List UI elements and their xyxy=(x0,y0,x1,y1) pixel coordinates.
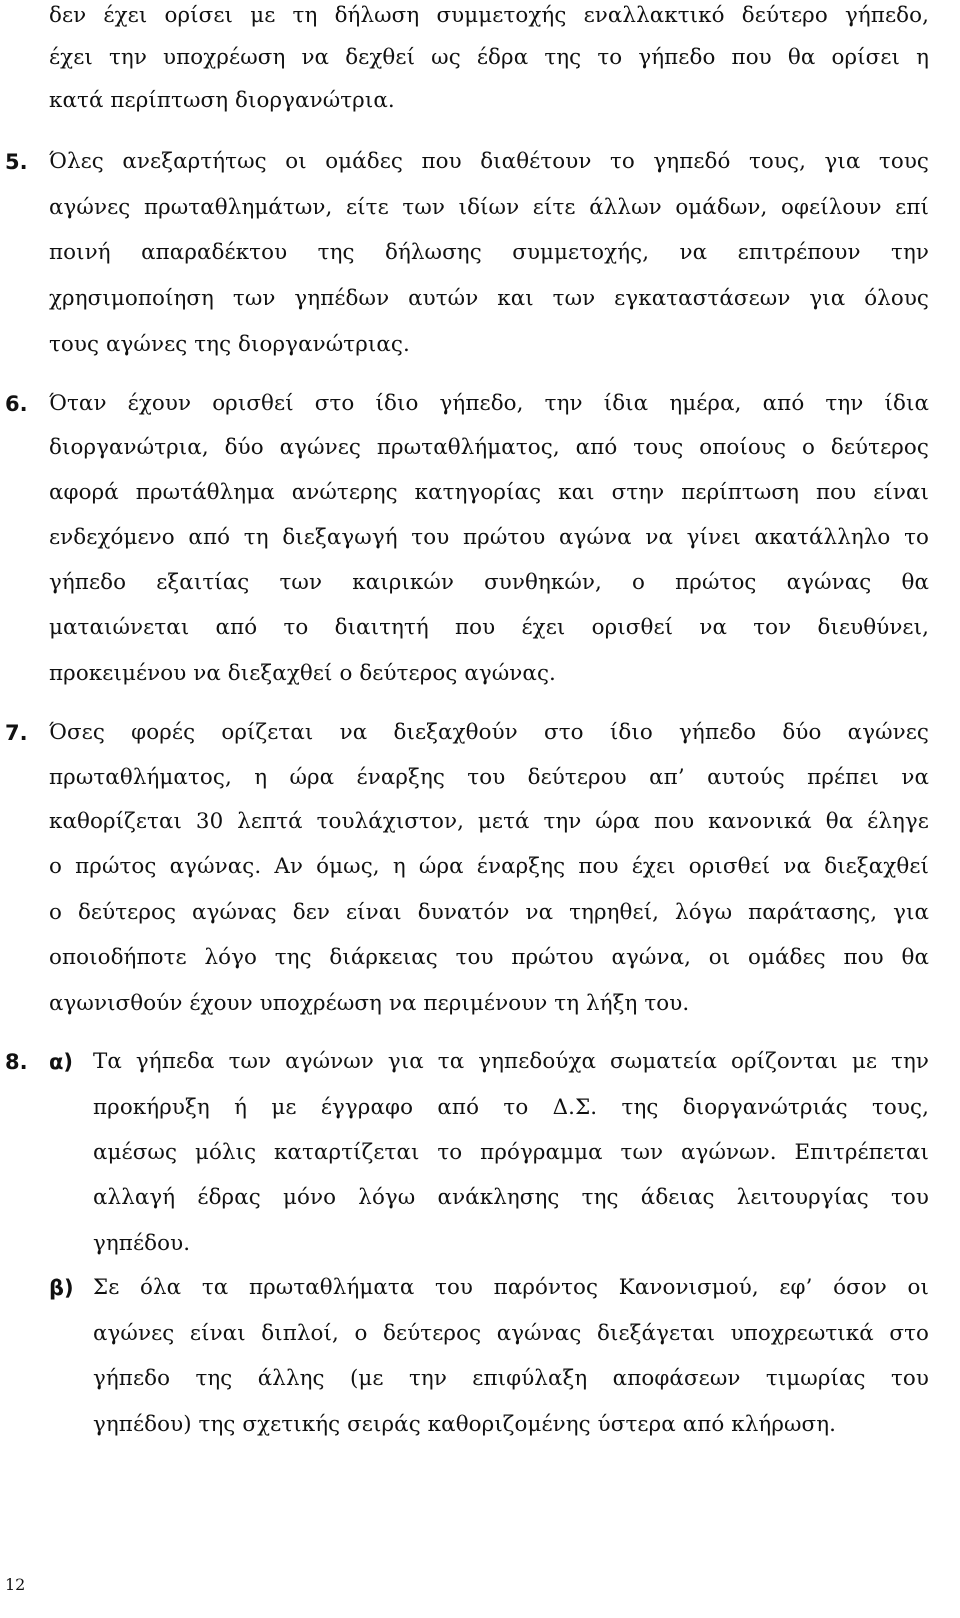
paragraph-8a-line-5: γηπέδου. xyxy=(93,1231,191,1256)
paragraph-8a-line-4: αλλαγή έδρας μόνο λόγω ανάκλησης της άδειας λειτουργίας του xyxy=(93,1185,929,1210)
paragraph-7-number: 7. xyxy=(5,721,28,745)
paragraph-5-line-1: Όλες ανεξαρτήτως οι ομάδες που διαθέτουν το γηπεδό τους, για τους xyxy=(49,149,929,174)
paragraph-8a-line-2: προκήρυξη ή με έγγραφο από το Δ.Σ. της διοργανώτριάς τους, xyxy=(93,1095,929,1120)
paragraph-7-line-4: ο πρώτος αγώνας. Αν όμως, η ώρα έναρξης που έχει ορισθεί να διεξαχθεί xyxy=(49,854,929,879)
paragraph-5-line-5: τους αγώνες της διοργανώτριας. xyxy=(49,332,410,357)
paragraph-6-number: 6. xyxy=(5,392,28,416)
paragraph-5-line-2: αγώνες πρωταθλημάτων, είτε των ιδίων είτε άλλων ομάδων, οφείλουν επί xyxy=(49,195,929,220)
paragraph-6-line-4: ενδεχόμενο από τη διεξαγωγή του πρώτου αγώνα να γίνει ακατάλληλο το xyxy=(49,525,929,550)
paragraph-8b-line-2: αγώνες είναι διπλοί, ο δεύτερος αγώνας διεξάγεται υποχρεωτικά στο xyxy=(93,1321,929,1346)
paragraph-6-line-7: προκειμένου να διεξαχθεί ο δεύτερος αγώνας. xyxy=(49,661,556,686)
intro-line-1: δεν έχει ορίσει με τη δήλωση συμμετοχής εναλλακτικό δεύτερο γήπεδο, xyxy=(49,3,929,28)
paragraph-8a-label: α) xyxy=(49,1050,74,1074)
paragraph-7-line-3: καθορίζεται 30 λεπτά τουλάχιστον, μετά την ώρα που κανονικά θα έληγε xyxy=(49,809,929,834)
paragraph-8b-line-4: γηπέδου) της σχετικής σειράς καθοριζομένης ύστερα από κλήρωση. xyxy=(93,1412,837,1437)
paragraph-8b-line-1: Σε όλα τα πρωταθλήματα του παρόντος Κανονισμού, εφ’ όσον οι xyxy=(93,1275,929,1300)
paragraph-6-line-6: ματαιώνεται από το διαιτητή που έχει ορισθεί να τον διευθύνει, xyxy=(49,615,929,640)
paragraph-8b-label: β) xyxy=(49,1276,74,1300)
page-number: 12 xyxy=(5,1575,26,1594)
paragraph-6-line-2: διοργανώτρια, δύο αγώνες πρωταθλήματος, από τους οποίους ο δεύτερος xyxy=(49,435,929,460)
paragraph-8-number: 8. xyxy=(5,1050,28,1074)
paragraph-5-line-3: ποινή απαραδέκτου της δήλωσης συμμετοχής, να επιτρέπουν την xyxy=(49,240,929,265)
paragraph-7-line-2: πρωταθλήματος, η ώρα έναρξης του δεύτερου απ’ αυτούς πρέπει να xyxy=(49,765,929,790)
paragraph-8b-line-3: γήπεδο της άλλης (με την επιφύλαξη αποφάσεων τιμωρίας του xyxy=(93,1366,929,1391)
paragraph-6-line-5: γήπεδο εξαιτίας των καιρικών συνθηκών, ο πρώτος αγώνας θα xyxy=(49,570,929,595)
paragraph-5-number: 5. xyxy=(5,150,28,174)
paragraph-7-line-7: αγωνισθούν έχουν υποχρέωση να περιμένουν τη λήξη του. xyxy=(49,991,690,1016)
paragraph-6-line-3: αφορά πρωτάθλημα ανώτερης κατηγορίας και στην περίπτωση που είναι xyxy=(49,480,929,505)
intro-line-2: έχει την υποχρέωση να δεχθεί ως έδρα της το γήπεδο που θα ορίσει η xyxy=(49,45,929,70)
paragraph-7-line-6: οποιοδήποτε λόγο της διάρκειας του πρώτου αγώνα, οι ομάδες που θα xyxy=(49,945,929,970)
paragraph-8a-line-3: αμέσως μόλις καταρτίζεται το πρόγραμμα των αγώνων. Επιτρέπεται xyxy=(93,1140,929,1165)
paragraph-7-line-1: Όσες φορές ορίζεται να διεξαχθούν στο ίδιο γήπεδο δύο αγώνες xyxy=(49,720,929,745)
paragraph-6-line-1: Όταν έχουν ορισθεί στο ίδιο γήπεδο, την ίδια ημέρα, από την ίδια xyxy=(49,391,929,416)
paragraph-8a-line-1: Τα γήπεδα των αγώνων για τα γηπεδούχα σωματεία ορίζονται με την xyxy=(93,1049,929,1074)
paragraph-5-line-4: χρησιμοποίηση των γηπέδων αυτών και των εγκαταστάσεων για όλους xyxy=(49,286,929,311)
paragraph-7-line-5: ο δεύτερος αγώνας δεν είναι δυνατόν να τηρηθεί, λόγω παράτασης, για xyxy=(49,900,929,925)
intro-line-3: κατά περίπτωση διοργανώτρια. xyxy=(49,88,395,113)
